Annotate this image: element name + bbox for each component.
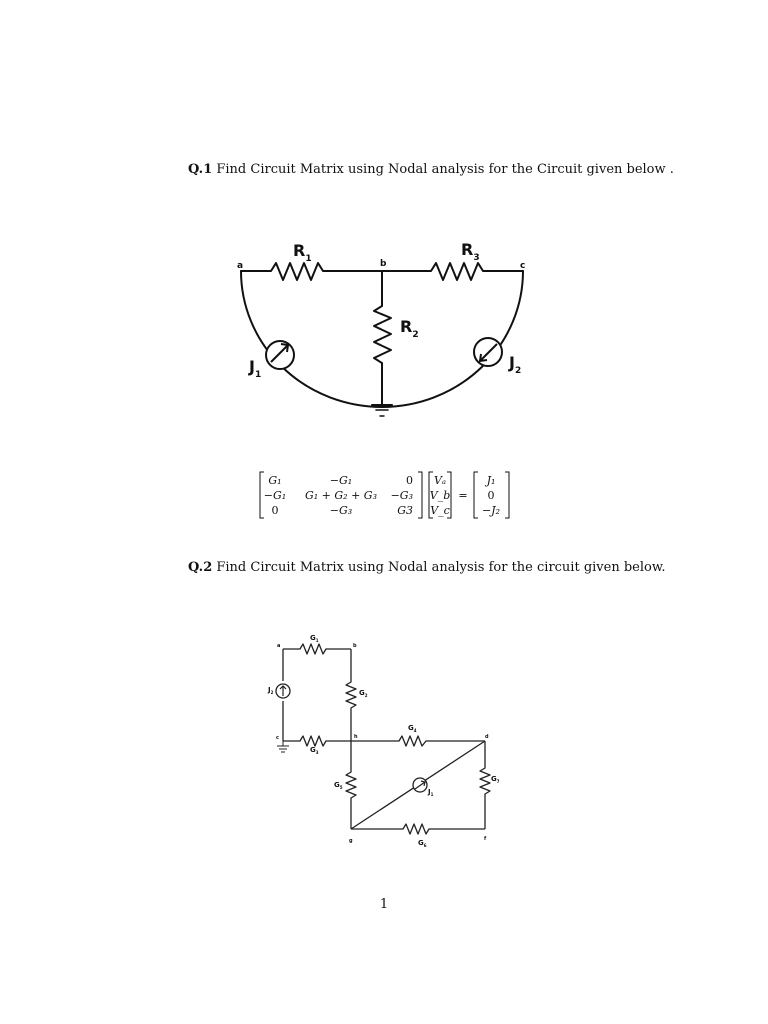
matrix-g-2-2: G₁ + G₂ + G₃ bbox=[304, 489, 378, 502]
c2-node-label-h: h bbox=[354, 734, 358, 740]
question-1-text: Find Circuit Matrix using Nodal analysis for the Circuit given below . bbox=[212, 162, 674, 177]
circuit-2-g4-wire bbox=[351, 736, 485, 746]
conductance-label-g7: $G_7$ bbox=[491, 775, 500, 784]
matrix-g-1-1: G₁ bbox=[268, 474, 282, 487]
page-number: 1 bbox=[379, 897, 389, 912]
j-vector-right-bracket bbox=[505, 472, 509, 518]
resistor-label-r2: $R_2$ bbox=[400, 317, 419, 340]
v-vector-c: V_c bbox=[430, 504, 450, 517]
circuit-1 bbox=[237, 240, 525, 416]
source-label-j1: $J_1$ bbox=[249, 357, 262, 380]
j-vector-1: J₁ bbox=[486, 474, 496, 487]
current-source-j1 bbox=[266, 341, 294, 369]
circuit-2 bbox=[267, 634, 500, 848]
g-matrix-right-bracket bbox=[418, 472, 422, 518]
c2-source-label-j2: $J_2$ bbox=[268, 686, 274, 695]
matrix-g-2-3: −G₃ bbox=[390, 489, 413, 502]
c2-node-label-a: a bbox=[277, 643, 281, 649]
conductance-label-g1: $G_1$ bbox=[310, 634, 319, 643]
circuit-2-g7-branch bbox=[480, 741, 490, 829]
v-vector-a: Vₐ bbox=[433, 474, 447, 487]
resistor-label-r1: $R_1$ bbox=[293, 241, 312, 264]
circuit-2-top-wire bbox=[283, 644, 351, 654]
conductance-label-g2: $G_2$ bbox=[359, 689, 368, 698]
matrix-g-3-3: G3 bbox=[397, 504, 413, 517]
current-source-j2 bbox=[474, 338, 502, 366]
matrix-g-2-1: −G₁ bbox=[263, 489, 287, 502]
conductance-label-g3: $G_3$ bbox=[310, 746, 319, 755]
v-vector-b: V_b bbox=[429, 489, 451, 502]
question-2 bbox=[188, 560, 666, 575]
circuit-2-g3-wire bbox=[283, 736, 351, 746]
circuit-2-g6-wire bbox=[351, 824, 485, 834]
c2-node-label-c: c bbox=[276, 735, 279, 741]
c2-node-label-g: g bbox=[349, 838, 353, 844]
j-vector-left-bracket bbox=[474, 472, 478, 518]
c2-node-label-f: f bbox=[484, 836, 487, 842]
c2-node-label-b: b bbox=[353, 643, 357, 649]
conductance-label-g5: $G_5$ bbox=[334, 781, 343, 790]
question-2-number: Q.2 bbox=[188, 560, 213, 575]
node-label-a: a bbox=[237, 261, 244, 271]
question-2-text: Find Circuit Matrix using Nodal analysis for the circuit given below. bbox=[212, 560, 666, 575]
conductance-label-g6: $G_6$ bbox=[418, 839, 427, 848]
conductance-label-g4: $G_4$ bbox=[408, 724, 417, 733]
circuit-1-r2-branch bbox=[374, 271, 391, 405]
equals-sign: = bbox=[458, 489, 468, 502]
c2-source-label-j1: $J_1$ bbox=[428, 788, 434, 797]
question-1-number: Q.1 bbox=[188, 162, 213, 177]
c2-node-label-d: d bbox=[485, 734, 489, 740]
node-label-c: c bbox=[520, 261, 526, 271]
current-source-j1-circuit-2 bbox=[413, 778, 427, 792]
source-label-j2: $J_2$ bbox=[509, 353, 522, 376]
ground-symbol-circuit-2 bbox=[277, 741, 289, 752]
current-source-j2-circuit-2 bbox=[276, 684, 290, 698]
j-vector-2: 0 bbox=[487, 489, 495, 502]
node-label-b: b bbox=[380, 259, 387, 269]
circuit-2-g2-branch bbox=[346, 649, 356, 741]
matrix-g-1-2: −G₁ bbox=[329, 474, 353, 487]
matrix-g-3-1: 0 bbox=[271, 504, 279, 517]
matrix-g-1-3: 0 bbox=[406, 474, 413, 487]
circuit-2-g5-branch bbox=[346, 741, 356, 829]
matrix-g-3-2: −G₃ bbox=[329, 504, 353, 517]
resistor-label-r3: $R_3$ bbox=[461, 240, 480, 263]
j-vector-3: −J₂ bbox=[481, 504, 501, 517]
matrix-equation bbox=[260, 472, 509, 518]
